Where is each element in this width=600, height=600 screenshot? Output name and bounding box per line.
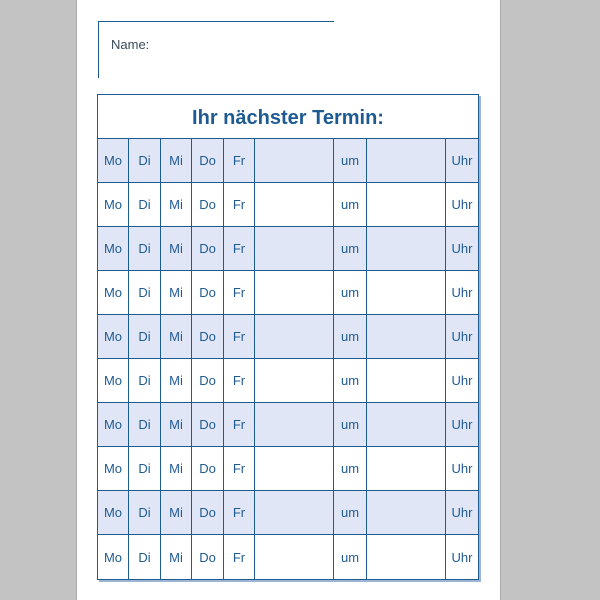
appointment-row [98, 491, 478, 535]
day-option-4[interactable]: Fr [224, 359, 255, 402]
day-option-3[interactable]: Do [192, 403, 224, 446]
time-unit-label: Uhr [451, 241, 473, 256]
appointment-row [98, 183, 478, 227]
at-label: um [334, 227, 367, 270]
time-field[interactable] [367, 535, 446, 579]
at-label: um [334, 535, 367, 579]
day-option-2[interactable]: Mi [161, 359, 192, 402]
day-option-3[interactable]: Do [192, 315, 224, 358]
day-option-1[interactable]: Di [129, 447, 161, 490]
appointment-row [98, 359, 478, 403]
day-option-3[interactable]: Do [192, 139, 224, 182]
time-unit-label: Uhr [451, 197, 473, 212]
at-label: um [334, 139, 367, 182]
day-option-2[interactable]: Mi [161, 315, 192, 358]
day-option-0[interactable]: Mo [98, 271, 129, 314]
date-field[interactable] [255, 403, 334, 446]
day-option-1[interactable]: Di [129, 359, 161, 402]
date-field[interactable] [255, 227, 334, 270]
day-option-1[interactable]: Di [129, 227, 161, 270]
appointment-card [77, 0, 500, 600]
time-unit-label: Uhr [451, 549, 473, 565]
at-label: um [334, 271, 367, 314]
date-field[interactable] [255, 491, 334, 534]
day-option-4[interactable]: Fr [224, 271, 255, 314]
at-label: um [334, 403, 367, 446]
day-option-2[interactable]: Mi [161, 139, 192, 182]
day-option-0[interactable]: Mo [98, 359, 129, 402]
time-field[interactable] [367, 183, 446, 226]
at-label: um [334, 359, 367, 402]
day-option-2[interactable]: Mi [161, 447, 192, 490]
at-label: um [334, 491, 367, 534]
date-field[interactable] [255, 315, 334, 358]
day-option-4[interactable]: Fr [224, 447, 255, 490]
day-option-2[interactable]: Mi [161, 491, 192, 534]
time-field[interactable] [367, 359, 446, 402]
day-option-0[interactable]: Mo [98, 227, 129, 270]
appointment-table [97, 94, 479, 580]
day-option-0[interactable]: Mo [98, 139, 129, 182]
day-option-1[interactable]: Di [129, 491, 161, 534]
time-unit-label: Uhr [451, 373, 473, 388]
day-option-0[interactable]: Mo [98, 183, 129, 226]
at-label: um [334, 447, 367, 490]
time-field[interactable] [367, 315, 446, 358]
day-option-4[interactable]: Fr [224, 403, 255, 446]
day-option-3[interactable]: Do [192, 359, 224, 402]
day-option-2[interactable]: Mi [161, 271, 192, 314]
day-option-3[interactable]: Do [192, 227, 224, 270]
date-field[interactable] [255, 183, 334, 226]
day-option-0[interactable]: Mo [98, 403, 129, 446]
appointment-row [98, 227, 478, 271]
day-option-4[interactable]: Fr [224, 139, 255, 182]
time-field[interactable] [367, 403, 446, 446]
day-option-2[interactable]: Mi [161, 403, 192, 446]
time-field[interactable] [367, 271, 446, 314]
date-field[interactable] [255, 271, 334, 314]
day-option-3[interactable]: Do [192, 271, 224, 314]
day-option-4[interactable]: Fr [224, 183, 255, 226]
time-unit-label: Uhr [451, 461, 473, 476]
day-option-2[interactable]: Mi [161, 227, 192, 270]
time-field[interactable] [367, 491, 446, 534]
appointment-row [98, 139, 478, 183]
day-option-0[interactable]: Mo [98, 447, 129, 490]
day-option-3[interactable]: Do [192, 491, 224, 534]
day-option-4[interactable]: Fr [224, 315, 255, 358]
day-option-4[interactable]: Fr [224, 535, 255, 579]
time-unit-label: Uhr [451, 417, 473, 432]
day-option-2[interactable]: Mi [161, 535, 192, 579]
day-option-1[interactable]: Di [129, 403, 161, 446]
time-field[interactable] [367, 447, 446, 490]
name-label: Name: [111, 37, 150, 52]
day-option-1[interactable]: Di [129, 271, 161, 314]
appointment-row [98, 271, 478, 315]
day-option-4[interactable]: Fr [224, 227, 255, 270]
date-field[interactable] [255, 535, 334, 579]
at-label: um [334, 183, 367, 226]
time-unit-label: Uhr [451, 285, 473, 300]
day-option-1[interactable]: Di [129, 183, 161, 226]
at-label: um [334, 315, 367, 358]
day-option-3[interactable]: Do [192, 535, 224, 579]
day-option-0[interactable]: Mo [98, 535, 129, 579]
appointment-row [98, 315, 478, 359]
appointment-rows [98, 139, 478, 579]
table-title: Ihr nächster Termin: [98, 95, 478, 139]
appointment-row [98, 535, 478, 579]
time-field[interactable] [367, 227, 446, 270]
date-field[interactable] [255, 359, 334, 402]
day-option-1[interactable]: Di [129, 139, 161, 182]
day-option-1[interactable]: Di [129, 535, 161, 579]
day-option-3[interactable]: Do [192, 183, 224, 226]
day-option-3[interactable]: Do [192, 447, 224, 490]
appointment-row [98, 447, 478, 491]
appointment-row [98, 403, 478, 447]
day-option-0[interactable]: Mo [98, 491, 129, 534]
time-unit-label: Uhr [451, 329, 473, 344]
day-option-4[interactable]: Fr [224, 491, 255, 534]
day-option-2[interactable]: Mi [161, 183, 192, 226]
name-field[interactable] [98, 21, 334, 78]
date-field[interactable] [255, 447, 334, 490]
day-option-0[interactable]: Mo [98, 315, 129, 358]
time-unit-label: Uhr [451, 153, 473, 168]
day-option-1[interactable]: Di [129, 315, 161, 358]
date-field[interactable] [255, 139, 334, 182]
time-unit-label: Uhr [451, 505, 473, 520]
time-field[interactable] [367, 139, 446, 182]
